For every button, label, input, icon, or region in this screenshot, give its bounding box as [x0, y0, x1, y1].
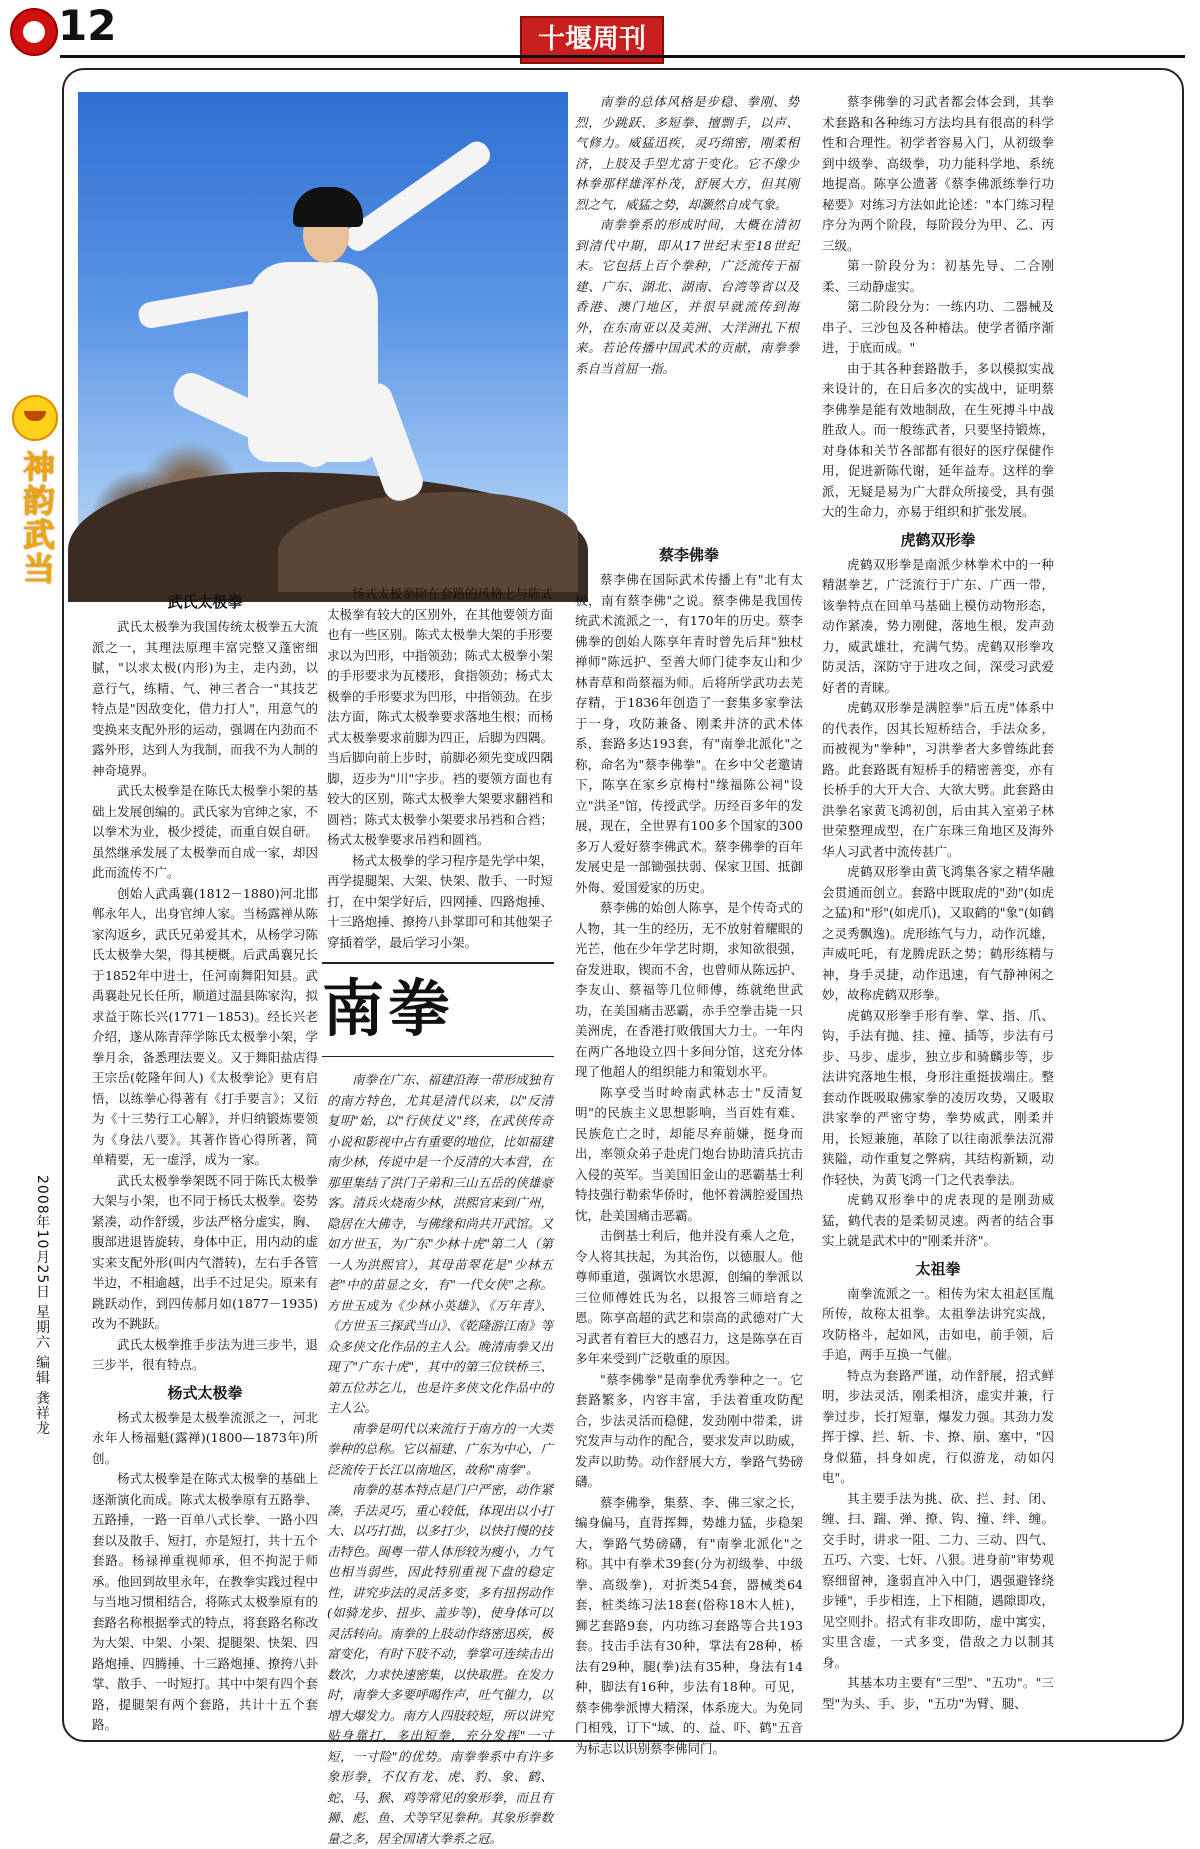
paragraph: 第一阶段分为：初基先导、二合刚柔、三动静虚实。: [822, 258, 1054, 294]
paragraph: 南拳流派之一。相传为宋太祖赵匡胤所传，故称太祖拳。太祖拳法讲究实战，攻防格斗，起如风，击如电，前手领，后手追，两手互换一气催。: [822, 1285, 1054, 1362]
article-column-5: [822, 92, 1054, 1738]
section-heading-yangshi: 杨式太极拳: [167, 1383, 243, 1402]
section-heading-cailifo: 蔡李佛拳: [658, 546, 719, 564]
paragraph: 蔡李佛的始创人陈享，是个传奇式的人物，其一生的经历，无不放射着耀眼的光芒，他在少年学艺时期，求知欲很强，奋发进取，锲而不舍，也曾师从陈远护、李友山、蔡福等几位师傅，练就绝世武功，在美国痛击恶霸，赤手空拳击毙一只美洲虎，在香港打败俄国大力士。一年内在两广各地设立四十多间分馆，这充分体现了他超人的组织能力和策划水平。: [575, 900, 803, 1079]
figure-hat: [293, 187, 363, 227]
figure-robe: [248, 262, 378, 462]
newspaper-logo-icon: [10, 8, 58, 56]
page-number: 12: [58, 1, 117, 50]
feature-title: 南拳: [322, 962, 554, 1057]
cailifo-column: [575, 538, 803, 1756]
paragraph: 南拳拳系的形成时间，大概在清初到清代中期，即从17世纪末至18世纪末。它包括上百个拳种，广泛流传于福建、广东、湖北、湖南、台湾等省以及香港、澳门地区，并很早就流传到海外，在东南亚以及美洲、大洋洲扎下根来。若论传播中国武术的贡献，南拳拳系自当首屈一指。: [575, 217, 799, 376]
paragraph: 杨式太极拳的学习程序是先学中架，再学提腿架、大架、快架、散手、一时短打，在中架学好后，四网捶、四路炮捶、十三路炮捶、撩挎八卦掌即可和其他架子穿插着学，最后学习小架。: [327, 852, 553, 950]
paragraph: 虎鹤双形拳手形有拳、掌、指、爪、钩，手法有抛、挂、撞、插等，步法有弓步、马步、虚步，独立步和骑麟步等，步法讲究落地生根，身形注重挺拔端庄。整套动作既吸取佛家拳的凌厉攻势，又吸取洪家拳的严密守势，拳势威武，刚柔并用，长短兼施，革除了以往南派拳法沉滞狭隘，动作重复之弊病，其结构新颖，动作轻快，为黄飞鸿一门之代表拳法。: [822, 1007, 1054, 1187]
paragraph: 其基本功主要有"三型"、"五功"。"三型"为头、手、步，"五功"为臂、腿、: [822, 1675, 1054, 1711]
paragraph: 陈享受当时岭南武林志士"反清复明"的民族主义思想影响，当百姓有难、民族危亡之时，却能尽弃前嫌，挺身而出，率领众弟子赴虎门炮台协助清兵抗击入侵的英军。当美国旧金山的恶霸基士利特技强行勒索华侨时，他怀着满腔爱国热忱，赴美国痛击恶霸。: [575, 1084, 803, 1223]
paragraph: 杨式太极拳是在陈式太极拳的基础上逐渐演化而成。陈式太极拳原有五路拳、五路捶，一路一百单八式长拳、一路小四套以及散手、短打，亦是短打，共十五个套路。杨禄禅重视师承，但不拘泥于师承。他回到故里永年，在教拳实践过程中与当地习惯相结合，将陈式太极拳原有的套路名称根据拳式的特点，将套路名称改为大架、中架、小架、提腿架、快架、四路炮捶、四腾捶、十三路炮捶、撩挎八卦掌、散手、一时短打。其中中架有四个套路，提腿架有两个套路，共计十五个套路。: [92, 1471, 318, 1732]
issue-tag: 十堰周刊: [520, 16, 664, 64]
taichi-photo: [78, 92, 568, 580]
paragraph: 击倒基士利后，他并没有乘人之危，令人将其扶起，为其治伤，以德服人。他尊师重道，强调饮水思源，创编的拳派以三位师傅姓氏为名，以报答三师培育之恩。陈享高超的武艺和崇高的武德对广大习武者有着巨大的感召力，这是陈享在百多年来受到广泛敬重的原因。: [575, 1228, 803, 1366]
paragraph: 其主要手法为挑、砍、拦、封、闭、缠、扫、踹、弹、撩、钩、撞、绊、缠。交手时，讲求一阻、二力、三动、四气、五巧、六变、七奸、八狠。进身前"审势观察细留神，逢弱直冲入中门，遇强避锋绕步锤"，手步相连，上下相随，遇隙即攻，见空则扑。招式有非攻即防，虚中寓实，实里含虚，一式多变，借敌之力以制其身。: [822, 1490, 1054, 1670]
paragraph: 武氏太极拳推手步法为进三步半，退三步半，很有特点。: [92, 1336, 318, 1372]
paragraph: 虎鹤双形拳是南派少林拳术中的一种精湛拳艺，广泛流行于广东、广西一带，该拳特点在回单马基础上模仿动物形态，动作紧凑，势力刚健，落地生根，发声劲力，威武雄壮，充满气势。虎鹤双形拳攻防灵活，深防守于进攻之间，深受习武爱好者的青睐。: [822, 556, 1054, 695]
paragraph: 南拳的基本特点是门户严密，动作紧凑，手法灵巧，重心较低，体现出以小打大、以巧打拙，以多打少，以快打慢的技击特色。闽粤一带人体形较为瘦小，力气也相当弱些，因此特别重视下盘的稳定性，讲究步法的灵活多变，多有扭拐动作(如骑龙步、扭步、盖步等)，使身体可以灵活转向。南拳的上肢动作络密迅疾，极富变化，有时下肢不动，拳掌可连续击出数次，力求快速密集，以快取胜。在发力时，南拳大多要呼喝作声，吐气催力，以增大爆发力。南方人四肢较短，所以讲究贴身靠打，多出短拳，充分发挥"一寸短，一寸险"的优势。南拳拳系中有许多象形拳，不仅有龙、虎、豹、象、鹤、蛇、马、猴、鸡等常见的象形拳，而且有狮、彪、鱼、犬等罕见拳种。其象形拳数量之多，居全国诸大拳系之冠。: [327, 1482, 553, 1846]
paragraph: 虎鹤双形拳中的虎表现的是刚劲威猛，鹤代表的是柔韧灵速。两者的结合事实上就是武术中的"刚柔并济"。: [822, 1192, 1054, 1248]
paragraph: 杨式太极拳是太极拳流派之一，河北永年人杨福魁(露禅)(1800—1873年)所创。: [92, 1409, 318, 1466]
paragraph: 南拳的总体风格是步稳、拳刚、势烈，少跳跃、多短拳、擅剽手，以声、气修力。威猛迅疾，灵巧绵密，刚柔相济，上肢及手型尤富于变化。它不像少林拳那样雄浑朴茂，舒展大方，但其刚烈之气，威猛之势，却灏然自成气象。: [575, 94, 799, 212]
article-column-2: [327, 584, 553, 954]
paragraph: "蔡李佛拳"是南拳优秀拳种之一。它套路繁多，内容丰富，手法着重攻防配合，步法灵活而稳健，发劲刚中带柔，讲究发声与动作的配合，要求发声以助威，发声以助势。动作舒展大方，拳路气势磅礴。: [575, 1371, 803, 1489]
figure-arm-right: [341, 137, 495, 256]
paragraph: 南拳是明代以来流行于南方的一大类拳种的总称。它以福建、广东为中心，广泛流传于长江以南地区，故称"南拳"。: [327, 1420, 553, 1477]
paragraph: 创始人武禹襄(1812－1880)河北邯郸永年人，出身官绅人家。当杨露禅从陈家沟返乡，武氏兄弟爱其术，从杨学习陈氏太极拳大架，得其梗概。后武禹襄兄长于1852年中进士，任河南舞阳知县。武禹襄赴兄长任所，顺道过温县陈家沟，拟求益于陈长兴(1771－1853)。经长兴老介绍，遂从陈青萍学陈氏太极拳小架，学拳月余，备悉理法要义。又于舞阳盐店得王宗岳(乾隆年间人)《太极拳论》更有启悟，以练拳心得著有《打手要言》；又衍为《十三势行工心解》，并归纳锻炼要领为《身法八要》。其著作皆心得所著，简单精要，无一虚浮，成为一家。: [92, 885, 318, 1167]
paragraph: 杨式太极拳除在套路的风格上与陈式太极拳有较大的区别外，在其他要领方面也有一些区别。陈式太极拳大架的手形要求以为凹形，中指领劲；陈式太极拳小架的手形要求为瓦楼形，食指领劲；杨式太极拳的手形要求为凹形，中指领劲。在步法方面，陈式太极拳要求落地生根；而杨式太极拳要求前脚为四正，后脚为四隅。当后脚向前上步时，前脚必须先变成四隅脚，迈步为"川"字步。裆的要领方面也有较大的区别，陈式太极拳大架要求翻裆和圆裆；陈式太极拳小架要求吊裆和合裆；杨式太极拳要求吊裆和圆裆。: [327, 586, 553, 847]
paragraph: 武氏太极拳是在陈氏太极拳小架的基础上发展创编的。武氏家为官绅之家，不以拳术为业，极少授徒，而重自娱自研。虽然继承发展了太极拳而自成一家，却因此而流传不广。: [92, 783, 318, 880]
top-rule: [60, 55, 1185, 58]
section-heading-taizu: 太祖拳: [915, 1259, 961, 1278]
paragraph: 武氏太极拳为我国传统太极拳五大流派之一，其理法原理丰富完整又蓬密细腻，"以求太极(内形)为主，走内劲，以意行气，练精、气、神三者合一"其技艺特点是"因敌变化，借力打人"，用意气的变换来支配外形的运动，强调在内劲而不露外形，达到人为我制，而我不为人制的神奇境界。: [92, 619, 318, 778]
paragraph: 虎鹤双形拳是满腔拳"后五虎"体系中的代表作，因其长短桥结合，手法众多，而被视为"拳种"，习洪拳者大多曾练此套路。此套路既有短桥手的精密善变，亦有长桥手的大开大合、大欲大劈。此套路由洪拳名家黄飞鸿初创，后由其入室弟子林世荣整理成型，在广东珠三角地区及海外华人习武者中流传甚广。: [822, 700, 1054, 859]
paragraph: 特点为套路严谨，动作舒展，招式鲜明，步法灵活，刚柔相济，虚实并兼，行拳过步，长打短靠，爆发力强。其劲力发挥于撑、拦、斩、卡、撩、崩、塞中，"囚身似猫，抖身如虎，行似游龙，动如闪电"。: [822, 1367, 1054, 1485]
nanquan-column: [575, 92, 799, 532]
nanquan-intro-column: [327, 1070, 553, 1846]
paragraph: 蔡李佛拳，集蔡、李、佛三家之长，编身偏马，直背挥舞，势雄力猛，步稳架大，拳路气势磅礴，有"南拳北派化"之称。其中有拳术39套(分为初级拳、中级拳、高级拳)，对折类54套，器械类64套，桩类练习法18套(俗称18木人桩)，狮艺套路9套，内功练习套路等合共193套。技击手法有30种，掌法有28种，桥法有29种，腿(拳)法有35种，身法有14种，脚法有16种，步法有18种。可见，蔡李佛拳派博大精深，体系庞大。为免同门相残，订下"域、的、益、吓、鹤"五音为标志以识别蔡李佛同门。: [575, 1494, 803, 1756]
paragraph: 虎鹤双形拳由黄飞鸿集各家之精华融会贯通而创立。套路中既取虎的"劲"(如虎之猛)和"形"(如虎爪)，又取鹤的"象"(如鹤之灵秀飘逸)。虎形练气与力，动作沉雄，声威吒吒，有龙腾虎跃之势；鹤形练精与神，身手灵捷，动作迅速，有气静神闲之妙，故称虎鹤双形拳。: [822, 864, 1054, 1002]
paragraph: 蔡李佛拳的习武者都会体会到，其拳术套路和各种练习方法均具有很高的科学性和合理性。初学者容易入门，从初级拳到中级拳、高级拳，功力能科学地、系统地提高。陈享公遗著《蔡李佛派练拳行功秘要》对练习方法如此论述："本门练习程序分为两个阶段，每阶段分为甲、乙、丙三级。: [822, 94, 1054, 253]
paragraph: 由于其各种套路散手，多以模拟实战来设计的，在日后多次的实战中，证明蔡李佛拳是能有效地制敌，在生死搏斗中战胜敌人。而一般练武者，只要坚持锻炼，对身体和关节各部都有很好的医疗保健作用，促进新陈代谢，延年益寿。这样的拳派，无疑是易为广大群众所接受，具有强大的生命力，亦易于组织和扩张发展。: [822, 360, 1054, 519]
paragraph: 蔡李佛在国际武术传播上有"北有太极，南有蔡李佛"之说。蔡李佛是我国传统武术流派之一，有170年的历史。蔡李佛拳的创始人陈享年青时曾先后拜"独杖禅师"陈远护、至善大师门徒李友山和少林青草和尚蔡福为师。后将所学武功去芜存精，于1836年创造了一套集多家拳法于一身，攻防兼备、刚柔并济的武术体系，套路多达193套，有"南拳北派化"之称，命名为"蔡李佛拳"。在乡中父老邀请下，陈享在家乡京梅村"缘福陈公祠"设立"洪圣"馆，传授武学。历经百多年的发展，现在，全世界有100多个国家的300多万人爱好蔡李佛武术。蔡李佛拳的百年发展史是一部锄强扶弱、保家卫国、抵御外侮、爱国爱家的历史。: [575, 572, 803, 895]
section-heading-wushi: 武氏太极拳: [167, 593, 243, 611]
section-heading-huhe: 虎鹤双形拳: [900, 530, 976, 549]
mascot-icon: [12, 395, 58, 441]
article-column-1: [92, 585, 318, 1735]
column-title: 神韵武当: [18, 450, 56, 586]
paragraph: 南拳在广东、福建沿海一带形成独有的南方特色，尤其是清代以来，以"反清复明"始，以"行侠仗义"终，在武侠传奇小说和影视中占有重要的地位，比如福建南少林，传说中是一个反清的大本营，在那里集结了洪门子弟和三山五岳的侠雄豪客。清兵火烧南少林，洪熙官来到广州，隐居在大佛寺，与佛缘和尚共开武馆。又如方世玉，为广东"少林十虎"第二人（第一人为洪熙官），其母苗翠花是"少林五老"中的苗显之女，有"一代女侠"之称。方世玉成为《少林小英雄》、《万年青》、《方世玉三探武当山》、《乾隆游江南》等众多侠文化作品的主人公。晚清南拳又出现了"广东十虎"，其中的第三位铁桥三、第五位苏乞儿，也是许多侠文化作品中的主人公。: [327, 1072, 553, 1415]
date-editor-line: 2008年10月25日 星期六 编辑 龚祥龙: [34, 1175, 50, 1436]
paragraph: 武氏太极拳拳架既不同于陈氏太极拳大架与小架，也不同于杨氏太极拳。姿势紧凑，动作舒缓，步法严格分虚实，胸、腹部进退皆旋转，身体中正，用内动的虚实来支配外形(叫内气潜转)，左右手各管半边，不相逾越，出手不过足尖。原来有跳跃动作，到四传郝月如(1877－1935)改为不跳跃。: [92, 1172, 318, 1331]
paragraph: 第二阶段分为：一练内功、二器械及串子、三沙包及各种椿法。使学者循序渐进，于底而成。": [822, 299, 1054, 355]
